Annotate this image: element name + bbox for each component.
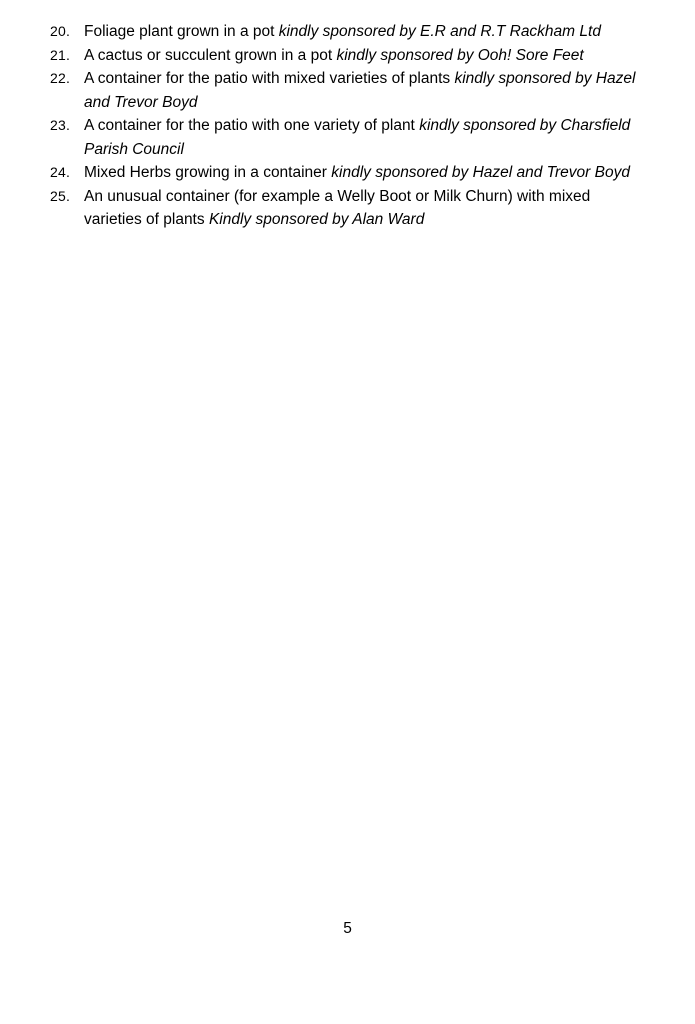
entry-number: 25. [50,187,71,204]
entry-title: A container for the patio with mixed varieties of plants [84,70,455,87]
entry-sponsor: kindly sponsored by Hazel and Trevor Boyd [331,164,630,181]
entry-title: Foliage plant grown in a pot [84,23,279,40]
entry-number: 22. [50,70,71,86]
entry-title: Mixed Herbs growing in a container [84,164,332,181]
entry-number: 23. [50,117,71,133]
list-item [50,67,650,114]
entry-title: A cactus or succulent grown in a pot [84,46,337,64]
list-item [50,185,650,232]
entry-title: A container for the patio with one variety of plant [84,117,420,134]
entry-sponsor: kindly sponsored by Ooh! Sore Feet [336,46,584,64]
entry-title: An unusual container (for example a Welly Boot or Milk Churn) with mixed varieties of plants [84,187,591,228]
entry-number: 24. [50,164,71,180]
entry-number: 20. [50,23,71,39]
list-item [50,114,650,161]
list-item [50,20,650,44]
entry-sponsor: kindly sponsored by E.R and R.T Rackham Ltd [278,23,601,40]
list-item [50,161,650,185]
entry-sponsor: Kindly sponsored by Alan Ward [208,211,425,228]
entry-number: 21. [50,46,71,63]
page-number: 5 [343,920,352,937]
entry-sponsor: kindly sponsored by Charsfield Parish Council [84,117,631,158]
list-item [50,44,650,68]
class-entry-list [50,20,650,232]
entry-sponsor: kindly sponsored by Hazel and Trevor Boyd [84,70,636,111]
